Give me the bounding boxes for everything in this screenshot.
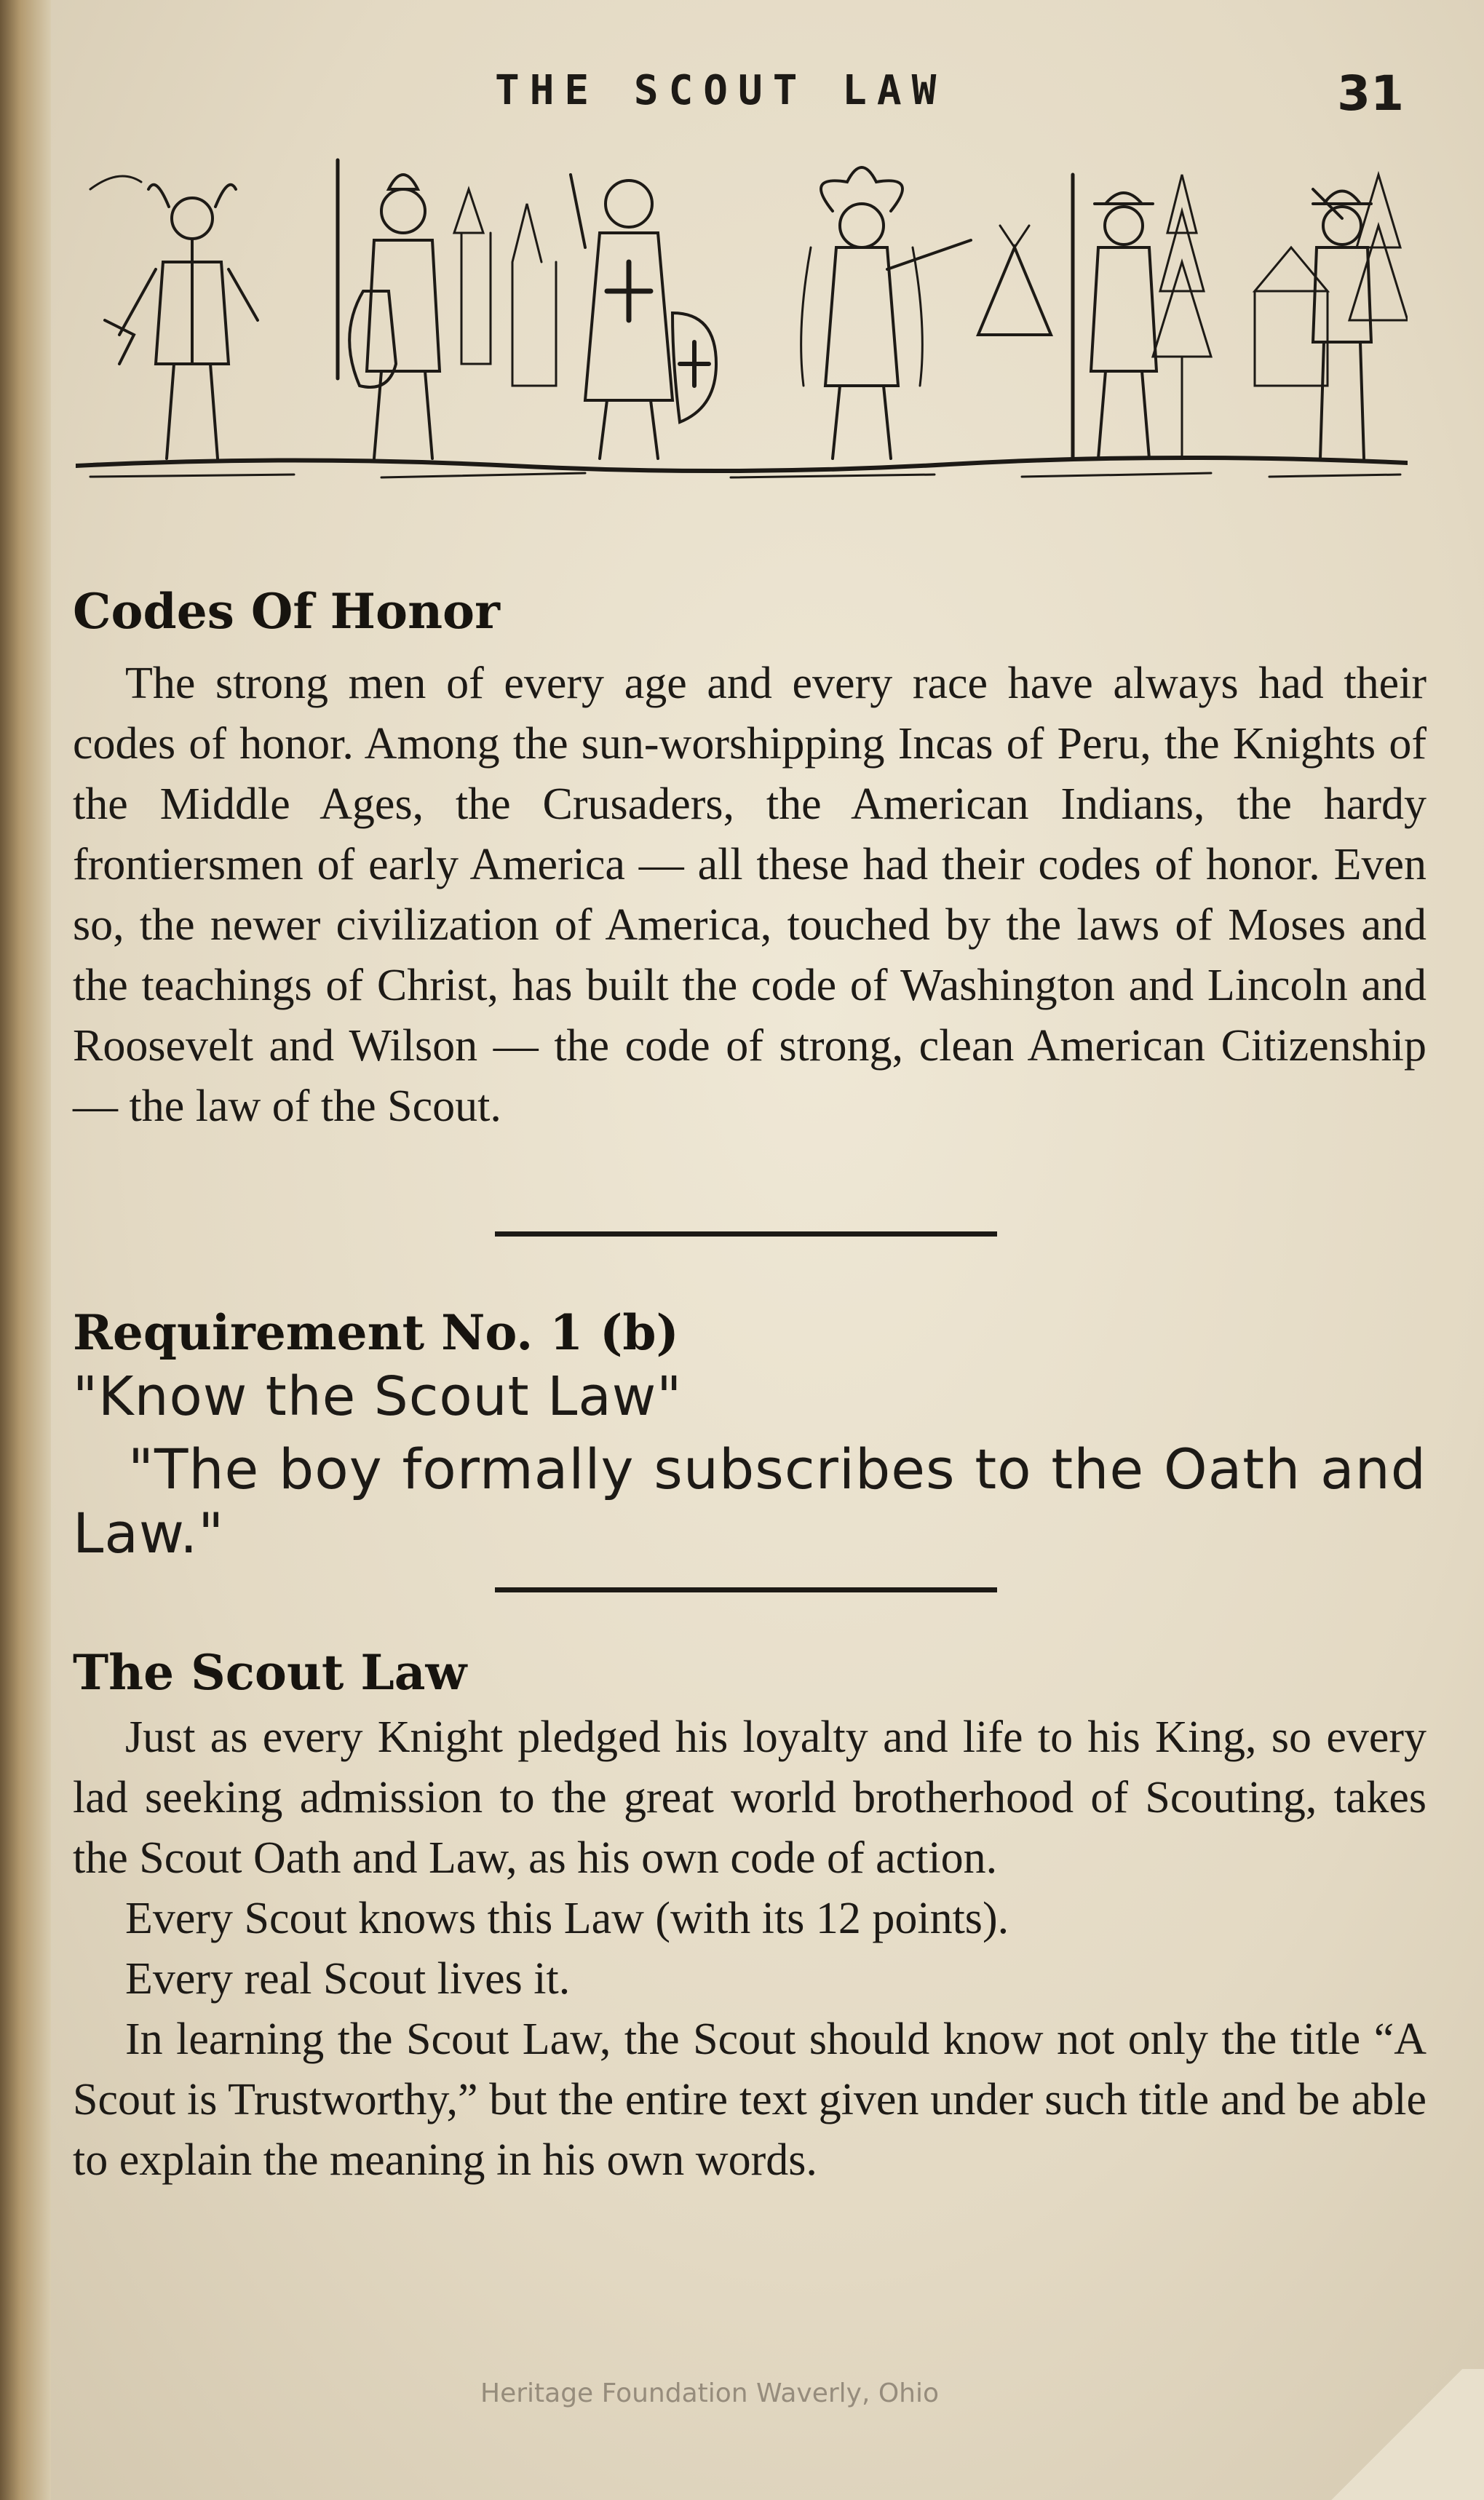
scout-law-paragraph: Every real Scout lives it. xyxy=(125,1954,571,2004)
section-divider xyxy=(495,1231,997,1237)
page-corner xyxy=(1309,2369,1484,2500)
indian-chief-figure xyxy=(801,167,1051,459)
viking-figure xyxy=(90,176,258,459)
page-gutter xyxy=(0,0,51,2500)
crusader-figure xyxy=(512,175,716,459)
frontiersman-figure xyxy=(1073,175,1211,459)
requirement-body: "The boy formally subscribes to the Oath and Law." xyxy=(73,1437,1427,1566)
codes-of-honor-illustration xyxy=(76,146,1408,488)
running-head: THE SCOUT LAW xyxy=(495,67,947,114)
requirement-heading: Requirement No. 1 (b) xyxy=(73,1304,679,1361)
scout-figure xyxy=(1255,175,1408,459)
scout-law-paragraph: Every Scout knows this Law (with its 12 points). xyxy=(125,1894,1009,1943)
page-header xyxy=(0,67,1484,125)
knight-figure xyxy=(338,160,491,459)
scout-law-paragraph: In learning the Scout Law, the Scout should know not only the title “A Scout is Trustworthy,” but the entire text given under such title and be able to explain the meaning in his own words. xyxy=(73,2015,1427,2185)
page-number: 31 xyxy=(1337,66,1404,122)
scout-law-heading: The Scout Law xyxy=(73,1644,467,1701)
scout-law-paragraph: Just as every Knight pledged his loyalty and life to his King, so every lad seeking admission to the great world brotherhood of Scouting, takes the Scout Oath and Law, as his own code of action. xyxy=(73,1713,1427,1883)
codes-of-honor-paragraph: The strong men of every age and every race have always had their codes of honor. Among the sun-worshipping Incas of Peru, the Knights of the Middle Ages, the Crusaders, the American Indians, the hardy frontiersmen of early America — all these had their codes of honor. Even so, the newer civilization of America, touched by the laws of Moses and the teachings of Christ, has built the code of Washington and Lincoln and Roosevelt and Wilson — the code of strong, clean American Citizenship — the law of the Scout. xyxy=(73,659,1427,1131)
page-content xyxy=(73,582,1427,2191)
codes-of-honor-heading: Codes Of Honor xyxy=(73,583,500,640)
watermark: Heritage Foundation Waverly, Ohio xyxy=(480,2378,940,2408)
section-divider xyxy=(495,1587,997,1592)
requirement-quote: "Know the Scout Law" xyxy=(73,1365,683,1428)
